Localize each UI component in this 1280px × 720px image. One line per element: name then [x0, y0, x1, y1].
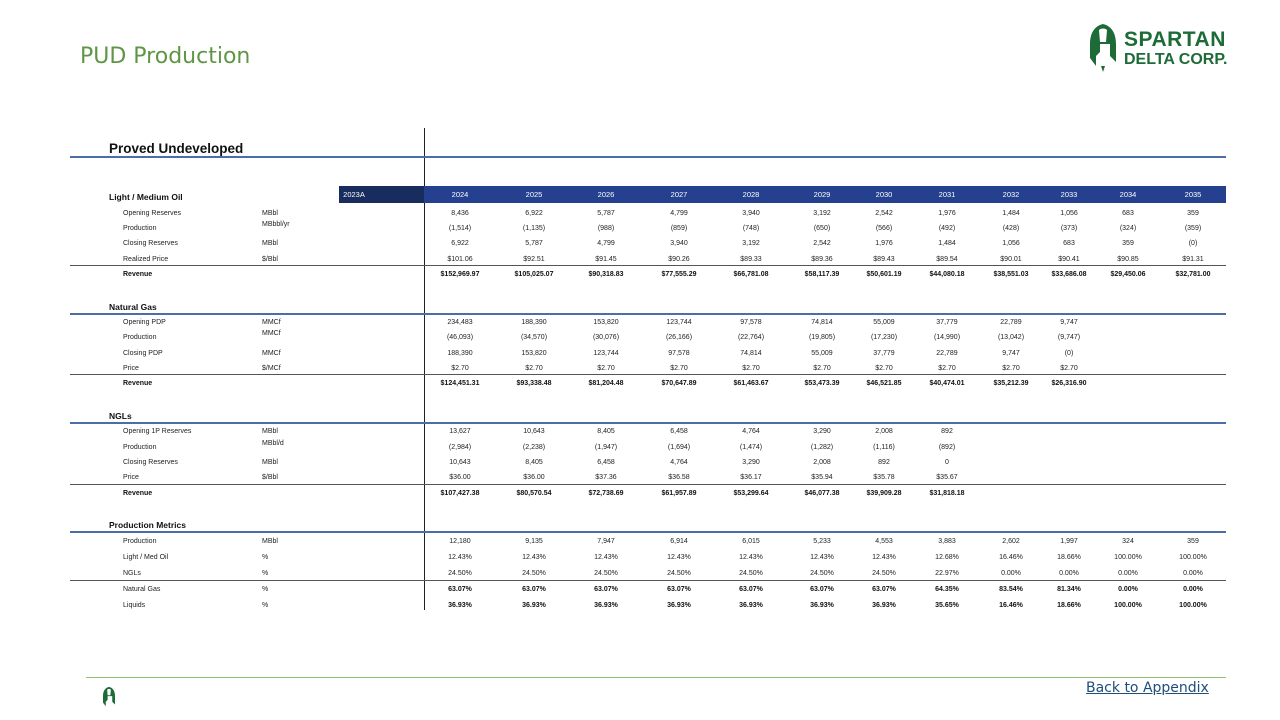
table-cell: $89.33: [740, 256, 762, 263]
row-label: Production: [123, 334, 157, 341]
table-cell: 55,009: [873, 319, 895, 326]
table-cell: 3,290: [742, 459, 760, 466]
company-logo: [1088, 22, 1227, 74]
table-cell: (859): [670, 225, 688, 232]
table-cell: 8,405: [525, 459, 543, 466]
table-cell: 2,008: [813, 459, 831, 466]
table-cell: $2.70: [670, 365, 688, 372]
table-cell: 36.93%: [810, 602, 834, 609]
table-cell: $93,338.48: [516, 380, 552, 387]
table-cell: 37,779: [936, 319, 958, 326]
table-cell: 3,290: [813, 428, 831, 435]
table-cell: 4,553: [875, 538, 893, 545]
row-unit: MBbl/d: [262, 440, 284, 447]
table-cell: (34,570): [520, 334, 548, 341]
table-cell: (22,764): [737, 334, 765, 341]
table-cell: $89.54: [936, 256, 958, 263]
table-cell: 3,940: [670, 240, 688, 247]
table-cell: (46,093): [446, 334, 474, 341]
table-cell: (1,474): [739, 444, 763, 451]
table-cell: 1,056: [1002, 240, 1020, 247]
row-unit: $/MCf: [262, 365, 281, 372]
table-cell: 12.68%: [935, 554, 959, 561]
table-cell: $91.45: [595, 256, 617, 263]
table-cell: (1,282): [810, 444, 834, 451]
row-divider: [70, 265, 1226, 266]
table-cell: $2.70: [938, 365, 956, 372]
year-header-2032: 2032: [1002, 190, 1020, 199]
table-cell: $72,738.69: [588, 490, 624, 497]
table-cell: 12.43%: [667, 554, 691, 561]
table-cell: $2.70: [525, 365, 543, 372]
table-cell: (14,990): [933, 334, 961, 341]
table-cell: 123,744: [593, 350, 619, 357]
table-cell: $90.41: [1058, 256, 1080, 263]
table-cell: 36.93%: [739, 602, 763, 609]
table-cell: $58,117.39: [804, 271, 840, 278]
table-cell: 100.00%: [1114, 554, 1142, 561]
table-cell: 6,922: [525, 210, 543, 217]
row-divider: [70, 374, 1226, 375]
table-cell: 12.43%: [872, 554, 896, 561]
row-label: Opening PDP: [123, 319, 166, 326]
table-cell: 2,542: [813, 240, 831, 247]
table-cell: 6,458: [597, 459, 615, 466]
row-unit: MMCf: [262, 319, 281, 326]
section-rule: [70, 422, 1226, 424]
table-cell: 0.00%: [1183, 570, 1203, 577]
table-cell: $50,601.19: [866, 271, 902, 278]
table-cell: 0: [945, 459, 949, 466]
table-cell: $38,551.03: [993, 271, 1029, 278]
table-cell: (1,514): [448, 225, 472, 232]
table-cell: 4,799: [670, 210, 688, 217]
row-label: Price: [123, 365, 139, 372]
row-unit: $/Bbl: [262, 256, 278, 263]
table-cell: 4,799: [597, 240, 615, 247]
row-label: Opening Reserves: [123, 210, 181, 217]
row-unit: MBbl: [262, 459, 278, 466]
section-rule: [70, 313, 1226, 315]
section-label: Natural Gas: [109, 302, 157, 312]
table-cell: 22,789: [936, 350, 958, 357]
table-cell: $46,521.85: [866, 380, 902, 387]
year-header-2033: 2033: [1060, 190, 1078, 199]
table-cell: 64.35%: [935, 586, 959, 593]
row-unit: MMCf: [262, 350, 281, 357]
table-cell: $2.70: [1002, 365, 1020, 372]
table-cell: 36.93%: [522, 602, 546, 609]
row-label: NGLs: [123, 570, 141, 577]
table-cell: (19,805): [808, 334, 836, 341]
table-cell: $2.70: [597, 365, 615, 372]
logo-line1: SPARTAN: [1124, 27, 1226, 51]
table-cell: 6,015: [742, 538, 760, 545]
table-cell: 12.43%: [522, 554, 546, 561]
table-cell: 188,390: [521, 319, 547, 326]
table-cell: 63.07%: [872, 586, 896, 593]
logo-line2: DELTA CORP.: [1124, 50, 1228, 68]
row-unit: MBbl: [262, 240, 278, 247]
table-cell: $90.26: [668, 256, 690, 263]
table-cell: 6,914: [670, 538, 688, 545]
table-cell: 16.46%: [999, 602, 1023, 609]
table-cell: 22.97%: [935, 570, 959, 577]
table-cell: 188,390: [447, 350, 473, 357]
table-cell: $66,781.08: [733, 271, 769, 278]
table-cell: 100.00%: [1179, 554, 1207, 561]
table-cell: $77,555.29: [661, 271, 697, 278]
table-cell: (2,984): [448, 444, 472, 451]
year-header-2024: 2024: [451, 190, 469, 199]
row-label: Liquids: [123, 602, 146, 609]
year-header-2026: 2026: [597, 190, 615, 199]
row-unit: MBbl: [262, 428, 278, 435]
table-cell: 2,542: [875, 210, 893, 217]
table-cell: (324): [1119, 225, 1137, 232]
table-cell: 24.50%: [522, 570, 546, 577]
table-cell: 24.50%: [594, 570, 618, 577]
table-cell: $80,570.54: [516, 490, 552, 497]
table-cell: $107,427.38: [440, 490, 480, 497]
table-cell: 24.50%: [872, 570, 896, 577]
row-unit: MMCf: [262, 330, 281, 337]
table-cell: 63.07%: [448, 586, 472, 593]
table-cell: $89.36: [811, 256, 833, 263]
table-cell: 18.66%: [1057, 602, 1081, 609]
table-cell: 10,643: [523, 428, 545, 435]
table-cell: $61,463.67: [733, 380, 769, 387]
row-divider: [70, 580, 1226, 581]
table-cell: (1,947): [594, 444, 618, 451]
row-label: Production: [123, 225, 157, 232]
table-cell: 153,820: [593, 319, 619, 326]
table-cell: $2.70: [742, 365, 760, 372]
table-cell: $53,299.64: [733, 490, 769, 497]
table-cell: (373): [1060, 225, 1078, 232]
table-cell: 0.00%: [1118, 586, 1138, 593]
table-cell: 4,764: [670, 459, 688, 466]
table-cell: (0): [1188, 240, 1198, 247]
table-cell: 153,820: [521, 350, 547, 357]
year-header-2028: 2028: [742, 190, 760, 199]
table-cell: $31,818.18: [929, 490, 965, 497]
year-header-2029: 2029: [813, 190, 831, 199]
table-cell: $105,025.07: [514, 271, 554, 278]
table-cell: 97,578: [740, 319, 762, 326]
year-header-2030: 2030: [875, 190, 893, 199]
table-cell: 24.50%: [739, 570, 763, 577]
table-cell: (1,135): [522, 225, 546, 232]
section-label: Light / Medium Oil: [109, 192, 183, 202]
table-cell: $46,077.38: [804, 490, 840, 497]
section-label: NGLs: [109, 411, 132, 421]
table-cell: 36.93%: [667, 602, 691, 609]
table-cell: 359: [1122, 240, 1134, 247]
row-label: Opening 1P Reserves: [123, 428, 192, 435]
table-cell: 63.07%: [810, 586, 834, 593]
row-unit: %: [262, 570, 269, 577]
row-label: Natural Gas: [123, 586, 161, 593]
row-label: Closing Reserves: [123, 459, 178, 466]
year-header-2027: 2027: [670, 190, 688, 199]
table-cell: (1,116): [873, 444, 895, 451]
table-cell: $40,474.01: [929, 380, 965, 387]
year-header-2023A: 2023A: [343, 190, 365, 199]
year-header-2031: 2031: [938, 190, 956, 199]
table-cell: (17,230): [870, 334, 898, 341]
table-cell: 100.00%: [1179, 602, 1207, 609]
footer-rule: [86, 677, 1226, 678]
section-rule: [70, 531, 1226, 533]
table-cell: $37.36: [595, 474, 617, 481]
table-cell: (650): [813, 225, 831, 232]
table-cell: (30,076): [592, 334, 620, 341]
table-cell: 9,135: [525, 538, 543, 545]
row-label: Revenue: [123, 271, 153, 278]
table-cell: 37,779: [873, 350, 895, 357]
footer-logo: [102, 686, 116, 715]
table-cell: 3,883: [938, 538, 956, 545]
table-cell: 123,744: [666, 319, 692, 326]
table-cell: 22,789: [1000, 319, 1022, 326]
row-unit: %: [262, 554, 269, 561]
table-cell: 683: [1122, 210, 1134, 217]
table-cell: (566): [875, 225, 893, 232]
table-cell: 24.50%: [448, 570, 472, 577]
table-cell: $90.01: [1000, 256, 1022, 263]
table-cell: (0): [1064, 350, 1074, 357]
table-cell: $101.06: [447, 256, 473, 263]
table-cell: $61,957.89: [661, 490, 697, 497]
row-label: Production: [123, 444, 157, 451]
table-cell: 683: [1063, 240, 1075, 247]
table-cell: 24.50%: [810, 570, 834, 577]
table-cell: $39,909.28: [866, 490, 902, 497]
table-cell: 0.00%: [1001, 570, 1021, 577]
table-cell: 16.46%: [999, 554, 1023, 561]
table-cell: 55,009: [811, 350, 833, 357]
year-header-2034: 2034: [1119, 190, 1137, 199]
row-label: Production: [123, 538, 157, 545]
table-cell: $33,686.08: [1051, 271, 1087, 278]
table-cell: 2,602: [1002, 538, 1020, 545]
section-label: Production Metrics: [109, 520, 186, 530]
row-label: Closing PDP: [123, 350, 163, 357]
table-cell: $35,212.39: [993, 380, 1029, 387]
table-cell: $2.70: [451, 365, 469, 372]
row-unit: %: [262, 602, 269, 609]
table-cell: $44,080.18: [929, 271, 965, 278]
table-cell: 12.43%: [448, 554, 472, 561]
table-cell: 1,484: [1002, 210, 1020, 217]
table-cell: $81,204.48: [588, 380, 624, 387]
table-cell: 97,578: [668, 350, 690, 357]
table-cell: 234,483: [447, 319, 473, 326]
table-cell: $2.70: [813, 365, 831, 372]
table-cell: $70,647.89: [661, 380, 697, 387]
row-unit: MBbbl/yr: [262, 221, 290, 228]
table-cell: 9,747: [1060, 319, 1078, 326]
table-cell: 74,814: [811, 319, 833, 326]
table-cell: $29,450.06: [1110, 271, 1146, 278]
table-cell: 359: [1187, 538, 1199, 545]
table-cell: 0.00%: [1059, 570, 1079, 577]
table-cell: $90.85: [1117, 256, 1139, 263]
table-cell: 9,747: [1002, 350, 1020, 357]
table-cell: 100.00%: [1114, 602, 1142, 609]
table-cell: (1,694): [667, 444, 691, 451]
table-cell: 1,976: [938, 210, 956, 217]
table-cell: 3,192: [813, 210, 831, 217]
table-cell: 12,180: [449, 538, 471, 545]
table-cell: 36.93%: [448, 602, 472, 609]
heading-rule: [70, 156, 1226, 158]
table-cell: 63.07%: [739, 586, 763, 593]
row-unit: %: [262, 586, 269, 593]
table-cell: $35.67: [936, 474, 958, 481]
table-cell: 892: [878, 459, 890, 466]
table-cell: 63.07%: [594, 586, 618, 593]
table-cell: 36.93%: [594, 602, 618, 609]
table-cell: 4,764: [742, 428, 760, 435]
table-cell: $90,318.83: [588, 271, 624, 278]
table-cell: (26,166): [665, 334, 693, 341]
table-cell: 1,976: [875, 240, 893, 247]
row-unit: MBbl: [262, 210, 278, 217]
table-cell: (892): [938, 444, 956, 451]
table-cell: 35.65%: [935, 602, 959, 609]
spartan-helmet-icon: [102, 686, 116, 710]
table-cell: (988): [597, 225, 615, 232]
table-cell: 12.43%: [739, 554, 763, 561]
table-cell: 81.34%: [1057, 586, 1081, 593]
row-label: Revenue: [123, 490, 153, 497]
table-cell: (492): [938, 225, 956, 232]
table-cell: 36.93%: [872, 602, 896, 609]
table-cell: 3,940: [742, 210, 760, 217]
table-cell: 1,056: [1060, 210, 1078, 217]
spartan-helmet-icon: [1088, 22, 1118, 74]
table-cell: $152,969.97: [440, 271, 480, 278]
table-cell: 1,997: [1060, 538, 1078, 545]
row-label: Closing Reserves: [123, 240, 178, 247]
table-cell: 5,787: [525, 240, 543, 247]
table-cell: 0.00%: [1183, 586, 1203, 593]
table-cell: $53,473.39: [804, 380, 840, 387]
table-cell: 6,458: [670, 428, 688, 435]
row-label: Realized Price: [123, 256, 169, 263]
table-cell: $89.43: [873, 256, 895, 263]
table-cell: 12.43%: [594, 554, 618, 561]
table-cell: $36.58: [668, 474, 690, 481]
row-label: Price: [123, 474, 139, 481]
table-cell: $36.00: [449, 474, 471, 481]
row-label: Light / Med Oil: [123, 554, 169, 561]
table-cell: 8,405: [597, 428, 615, 435]
table-cell: 12.43%: [810, 554, 834, 561]
table-cell: 24.50%: [667, 570, 691, 577]
table-cell: 1,484: [938, 240, 956, 247]
table-cell: 892: [941, 428, 953, 435]
table-cell: 74,814: [740, 350, 762, 357]
table-cell: $35.94: [811, 474, 833, 481]
table-cell: (13,042): [997, 334, 1025, 341]
row-unit: MBbl: [262, 538, 278, 545]
table-cell: (9,747): [1057, 334, 1081, 341]
table-cell: $32,781.00: [1175, 271, 1211, 278]
table-cell: (2,238): [522, 444, 546, 451]
table-cell: 0.00%: [1118, 570, 1138, 577]
table-cell: (428): [1002, 225, 1020, 232]
table-cell: 6,922: [451, 240, 469, 247]
table-cell: 83.54%: [999, 586, 1023, 593]
table-cell: 7,947: [597, 538, 615, 545]
year-header-2025: 2025: [525, 190, 543, 199]
table-cell: 18.66%: [1057, 554, 1081, 561]
table-cell: 2,008: [875, 428, 893, 435]
table-cell: 3,192: [742, 240, 760, 247]
year-header-2035: 2035: [1184, 190, 1202, 199]
table-cell: $36.00: [523, 474, 545, 481]
table-cell: 5,233: [813, 538, 831, 545]
table-cell: $2.70: [1060, 365, 1078, 372]
page-title: PUD Production: [80, 44, 251, 69]
year-header-row: [339, 186, 1226, 203]
back-to-appendix-link[interactable]: Back to Appendix: [1086, 680, 1209, 696]
table-cell: 63.07%: [522, 586, 546, 593]
table-cell: 8,436: [451, 210, 469, 217]
table-cell: 5,787: [597, 210, 615, 217]
table-cell: 63.07%: [667, 586, 691, 593]
table-cell: $92.51: [523, 256, 545, 263]
table-cell: $36.17: [740, 474, 762, 481]
table-cell: (359): [1184, 225, 1202, 232]
table-cell: 359: [1187, 210, 1199, 217]
table-cell: 324: [1122, 538, 1134, 545]
table-cell: $124,451.31: [440, 380, 480, 387]
table-cell: $91.31: [1182, 256, 1204, 263]
row-label: Revenue: [123, 380, 153, 387]
table-cell: $35.78: [873, 474, 895, 481]
row-divider: [70, 484, 1226, 485]
table-heading: Proved Undeveloped: [109, 141, 244, 156]
table-cell: (748): [742, 225, 760, 232]
table-cell: 13,627: [449, 428, 471, 435]
row-unit: $/Bbl: [262, 474, 278, 481]
table-cell: $26,316.90: [1051, 380, 1087, 387]
table-cell: 10,643: [449, 459, 471, 466]
table-cell: $2.70: [875, 365, 893, 372]
